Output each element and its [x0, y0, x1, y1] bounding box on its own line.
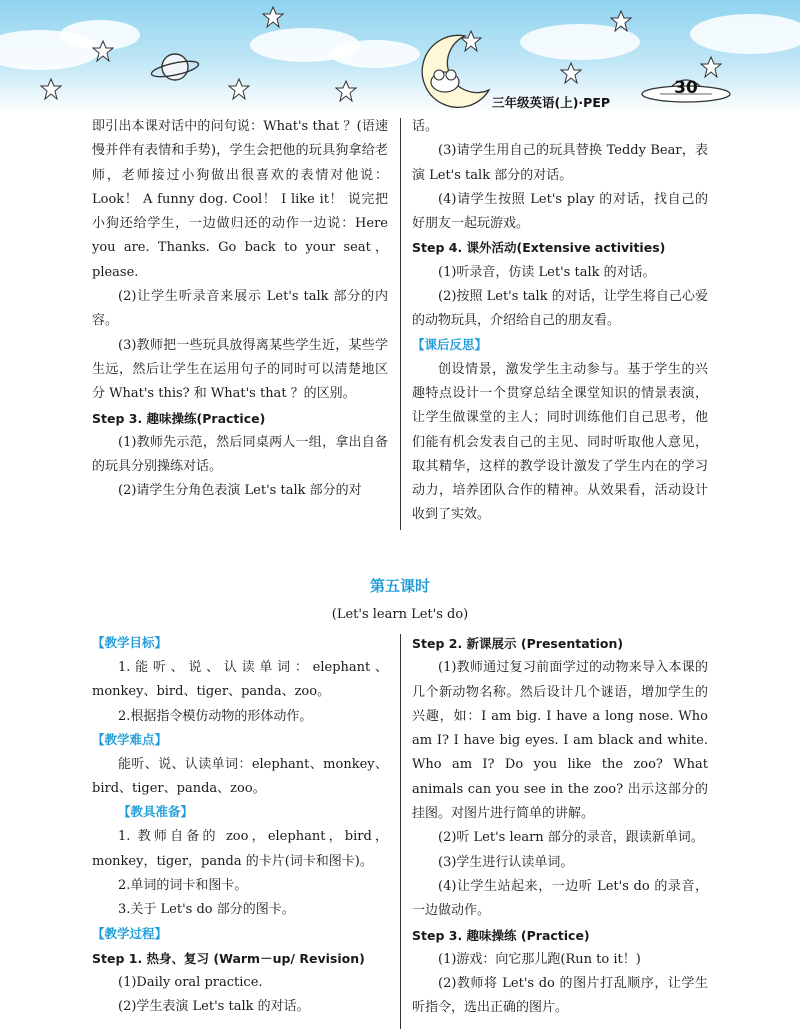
paragraph: 2.单词的词卡和图卡。: [118, 878, 248, 894]
book-title: 三年级英语(上)·PEP: [492, 95, 611, 110]
paragraph: 能听、说、认读单词：elephant、monkey、bird、tiger、panda、zoo。: [92, 756, 388, 797]
paragraph: (2)请学生分角色表演 Let's talk 部分的对: [118, 483, 362, 499]
paragraph: (2)学生表演 Let's talk 的对话。: [118, 999, 310, 1015]
paragraph: (2)让学生听录音来展示 Let's talk 部分的内容。: [92, 289, 388, 329]
star-icon: [228, 78, 250, 100]
paragraph: (1)教师通过复习前面学过的动物来导入本课的几个新动物名称。然后设计几个谜语，增加学生的兴趣，如：I am big. I have a long nose. Who am I? I have big eyes. I am black and white. Who am I? Do you like the zoo? What animals can you see in the zoo? 出示这部分的挂图。对图片进行简单的讲解。: [412, 660, 708, 822]
step-heading: Step 2. 新课展示 (Presentation): [412, 636, 624, 651]
bottom-right-column: [412, 632, 708, 1021]
star-icon: [335, 80, 357, 102]
paragraph: (4)请学生按照 Let's play 的对话，找自己的好朋友一起玩游戏。: [412, 191, 708, 232]
star-icon: [40, 78, 62, 100]
section-tag: 【教学目标】: [92, 635, 168, 650]
planet-icon: [150, 42, 200, 92]
star-icon: [610, 10, 632, 32]
section-tag: 【教学难点】: [92, 731, 168, 747]
step-heading: Step 4. 课外活动(Extensive activities): [412, 240, 666, 256]
bottom-left-column: [92, 632, 388, 1020]
paragraph: (1)Daily oral practice.: [118, 974, 263, 990]
paragraph: 创设情景，激发学生主动参与。基于学生的兴趣特点设计一个贯穿总结全课堂知识的情景表演，让学生做课堂的主人；同时训练他们自己思考，他们能有机会发表自己的主见、同时听取他人意见，取其精华，这样的教学设计激发了学生内在的学习动力，培养团队合作的精神。从效果看，活动设计收到了实效。: [412, 361, 708, 523]
paragraph: 2.根据指令模仿动物的形体动作。: [118, 708, 313, 724]
paragraph: (3)学生进行认读单词。: [438, 854, 574, 870]
section-tag: 【课后反思】: [412, 336, 488, 352]
star-icon: [262, 6, 284, 28]
lesson-title: 第五课时: [369, 577, 430, 595]
paragraph: (2)教师将 Let's do 的图片打乱顺序，让学生听指令，选出正确的图片。: [412, 976, 708, 1016]
paragraph: 3.关于 Let's do 部分的图卡。: [118, 902, 295, 918]
cloud-decoration: [690, 14, 800, 54]
paragraph: 1. 教师自备的 zoo，elephant，bird，monkey，tiger，panda 的卡片(词卡和图卡)。: [92, 829, 388, 869]
paragraph: (2)听 Let's learn 部分的录音，跟读新单词。: [438, 830, 704, 846]
paragraph: (3)教师把一些玩具放得离某些学生近，某些学生远，然后让学生在运用句子的同时可以清楚地区分 What's this? 和 What's that ？的区别。: [92, 337, 388, 402]
paragraph: (1)听录音，仿读 Let's talk 的对话。: [438, 264, 656, 280]
star-icon: [92, 40, 114, 62]
paragraph: (3)请学生用自己的玩具替换 Teddy Bear，表演 Let's talk 部分的对话。: [412, 143, 708, 183]
paragraph: (4)让学生站起来，一边听 Let's do 的录音，一边做动作。: [412, 878, 708, 919]
section-tag: 【教学过程】: [92, 925, 168, 941]
section-tag: 【教具准备】: [118, 804, 194, 820]
paragraph: 即引出本课对话中的问句说：What's that ？(语速慢并伴有表情和手势)，学生会把他的玩具狗拿给老师，老师接过小狗做出很喜欢的表情对他说：Look！ A funny dog. Cool！ I like it！ 说完把小狗还给学生，一边做归还的动作一边说：Here you are. Thanks. Go back to your seat，please.: [92, 119, 388, 280]
top-left-column: [92, 115, 388, 504]
paragraph: (1)游戏：向它那儿跑(Run to it！): [438, 951, 641, 967]
paragraph: 1.能听、说、认读单词：elephant、monkey、bird、tiger、panda、zoo。: [92, 660, 388, 700]
star-icon: [460, 30, 482, 52]
paragraph: (2)按照 Let's talk 的对话，让学生将自己心爱的动物玩具，介绍给自己的朋友看。: [412, 289, 708, 329]
column-divider: [400, 118, 401, 530]
paragraph: 话。: [412, 119, 439, 134]
step-heading: Step 3. 趣味操练(Practice): [92, 410, 266, 426]
step-heading: Step 1. 热身、复习 (Warm－up/ Revision): [92, 950, 365, 966]
top-right-column: [412, 115, 708, 528]
lesson-subtitle: (Let's learn Let's do): [331, 607, 469, 622]
header-banner: [0, 0, 800, 112]
column-divider: [400, 634, 401, 1029]
page-number: 30: [674, 78, 698, 98]
star-icon: [560, 62, 582, 84]
paragraph: (1)教师先示范，然后同桌两人一组，拿出自备的玩具分别操练对话。: [92, 434, 388, 475]
step-heading: Step 3. 趣味操练 (Practice): [412, 927, 590, 943]
